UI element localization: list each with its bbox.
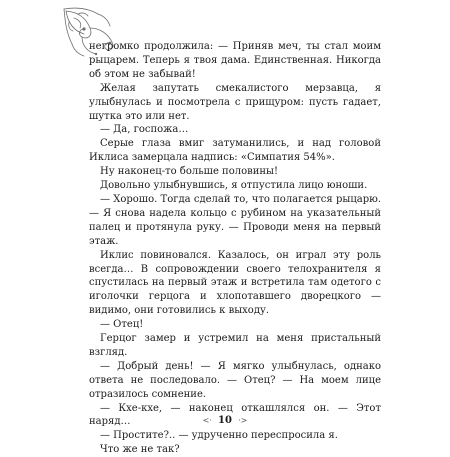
footer-ornament-right: ·> bbox=[238, 416, 248, 425]
body-text bbox=[89, 40, 381, 457]
paragraph: — Отец! bbox=[100, 319, 144, 331]
paragraph: — Да, госпожа… bbox=[100, 124, 189, 136]
paragraph: — Простите?.. — удрученно переспросила я. bbox=[100, 430, 338, 442]
paragraph: Серые глаза вмиг затуманились, и над головой Иклиса замерцала надпись: «Симпатия 54%». bbox=[89, 138, 381, 164]
paragraph: Ну наконец-то больше половины! bbox=[100, 166, 279, 178]
page-footer bbox=[0, 415, 450, 426]
paragraph: Что же не так? bbox=[100, 444, 180, 456]
footer-ornament-left: <· bbox=[202, 416, 212, 425]
paragraph: — Добрый день! — Я мягко улыбнулась, однако ответа не последовало. — Отец? — На моем лице отразилось сомнение. bbox=[89, 360, 381, 400]
paragraph: Иклис повиновался. Казалось, он играл эту роль всегда… В сопровождении своего телохранителя я спустилась на первый этаж и встретила там одетого с иголочки герцога и хлопотавшего дворецкого — видимо, они готовились к выходу. bbox=[89, 249, 381, 317]
page-number: 10 bbox=[218, 415, 232, 426]
paragraph: Желая запутать смекалистого мерзавца, я улыбнулась и посмотрела с прищуром: пусть гадает, шутка это или нет. bbox=[89, 82, 381, 122]
paragraph: негромко продолжила: — Приняв меч, ты стал моим рыцарем. Теперь я твоя дама. Единственная. Никогда об этом не забывай! bbox=[89, 41, 381, 80]
paragraph: — Кхе-кхе, — наконец откашлялся он. — Этот наряд… bbox=[89, 402, 381, 428]
paragraph: Довольно улыбнувшись, я отпустила лицо юноши. bbox=[100, 180, 368, 192]
paragraph: Герцог замер и устремил на меня пристальный взгляд. bbox=[89, 333, 381, 358]
paragraph: — Хорошо. Тогда сделай то, что полагается рыцарю. — Я снова надела кольцо с рубином на указательный палец и протянула руку. — Проводи меня на первый этаж. bbox=[89, 193, 381, 247]
